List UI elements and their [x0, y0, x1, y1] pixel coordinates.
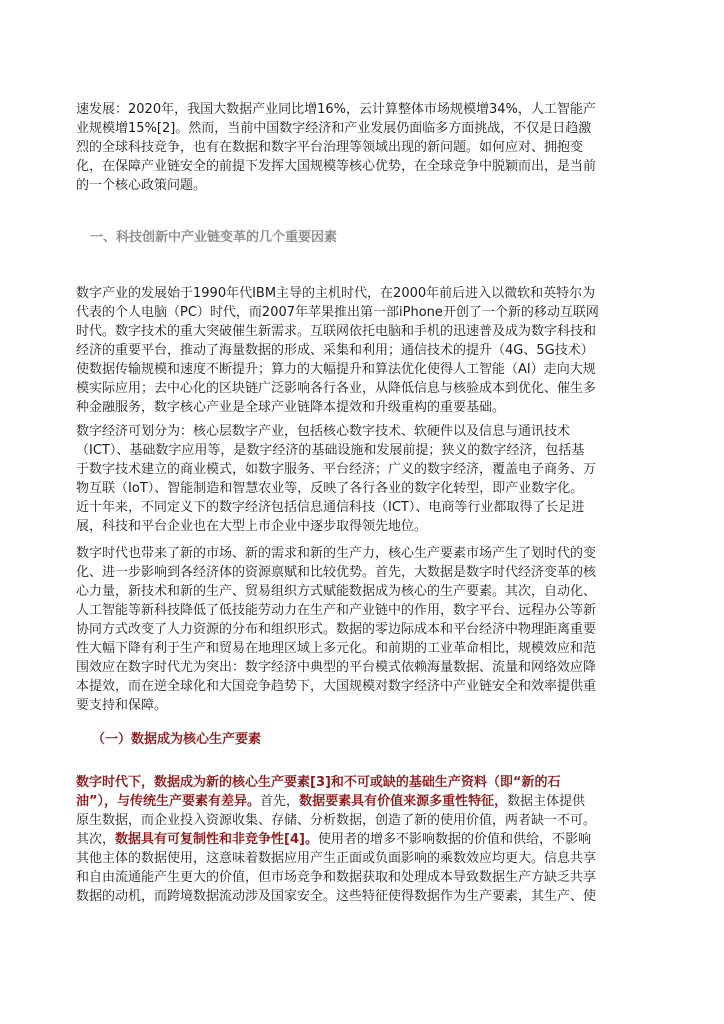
text-run: 其次， — [76, 832, 116, 847]
text-line: 使数据传输规模和速度不断提升；算力的大幅提升和算法优化使得人工智能（AI）走向大规 — [76, 362, 596, 377]
text-line: 原生数据，而企业投入资源收集、存储、分析数据，创造了新的使用价值，两者缺一不可。 — [76, 813, 597, 828]
bold-text-line: 数字时代下，数据成为新的核心生产要素[3]和不可或缺的基础生产资料（即“新的石 — [76, 775, 561, 790]
text-line: 性大幅下降有利于生产和贸易在地理区域上多元化。和前期的工业革命相比，规模效应和范 — [76, 641, 597, 656]
text-line: 要支持和保障。 — [76, 698, 168, 713]
text-line: 业规模增15%[2]。然而，当前中国数字经济和产业发展仍面临多方面挑战，不仅是日趋激 — [76, 121, 592, 136]
text-line: 展，科技和平台企业也在大型上市企业中逐步取得领先地位。 — [76, 519, 428, 534]
text-line: 物互联（IoT）、智能制造和智慧农业等，反映了各行各业的数字化转型，即产业数字化。 — [76, 481, 584, 496]
text-line: 本提效，而在逆全球化和大国竞争趋势下，大国规模对数字经济中产业链安全和效率提供重 — [76, 679, 597, 694]
text-line: 化、进一步影响到各经济体的资源禀赋和比较优势。首先，大数据是数字时代经济变革的核 — [76, 565, 597, 580]
text-line: 速发展：2020年，我国大数据产业同比增16%，云计算整体市场规模增34%，人工智能产 — [76, 102, 596, 117]
text-line — [76, 830, 652, 849]
paragraph-new-productivity — [76, 544, 652, 715]
subsection-heading: （一）数据成为核心生产要素 — [92, 732, 262, 747]
bold-phrase: 数据具有可复制性和非竞争性[4]。 — [115, 832, 318, 847]
text-line: 烈的全球科技竞争，也有在数据和数字平台治理等领域出现的新问题。如何应对、拥抱变 — [76, 140, 584, 155]
text-line: 模实际应用；去中心化的区块链广泛影响各行各业，从降低信息与核验成本到优化、催生多 — [76, 381, 597, 396]
text-line: 围效应在数字时代尤为突出：数字经济中典型的平台模式依赖海量数据、流量和网络效应降 — [76, 660, 597, 675]
text-line: 时代。数字技术的重大突破催生新需求。互联网依托电脑和手机的迅速普及成为数字科技和 — [76, 324, 597, 339]
text-line: 代表的个人电脑（PC）时代，而2007年苹果推出第一部iPhone开创了一个新的移动互联网 — [76, 305, 599, 320]
text-line: 的一个核心政策问题。 — [76, 178, 207, 193]
text-line: 和自由流通能产生更大的价值，但市场竞争和数据获取和处理成本导致数据生产方缺乏共享 — [76, 870, 597, 885]
text-line: 心力量，新技术和新的生产、贸易组织方式赋能数据成为核心的生产要素。其次，自动化、 — [76, 584, 597, 599]
intro-paragraph — [76, 100, 652, 195]
text-line: （ICT）、基础数字应用等，是数字经济的基础设施和发展前提；狭义的数字经济，包括基 — [76, 443, 585, 458]
text-line: 数字产业的发展始于1990年代IBM主导的主机时代，在2000年前后进入以微软和英特尔为 — [76, 286, 596, 301]
text-line: 数字经济可划分为：核心层数字产业，包括核心数字技术、软硬件以及信息与通讯技术 — [76, 424, 571, 439]
text-line: 化，在保障产业链安全的前提下发挥大国规模等核心优势，在全球竞争中脱颖而出，是当前 — [76, 159, 597, 174]
text-line: 数据的动机，而跨境数据流动涉及国家安全。这些特征使得数据作为生产要素，其生产、使 — [76, 889, 597, 904]
text-line — [76, 792, 652, 811]
text-run: 数据主体提供 — [507, 794, 586, 809]
paragraph-digital-economy-layers — [76, 422, 652, 536]
text-line: 协同方式改变了人力资源的分布和组织形式。数据的零边际成本和平台经济中物理距离重要 — [76, 622, 597, 637]
text-line: 种金融服务，数字核心产业是全球产业链降本提效和升级重构的重要基础。 — [76, 400, 506, 415]
text-run: 首先， — [260, 794, 300, 809]
text-line: 人工智能等新科技降低了低技能劳动力在生产和产业链中的作用，数字平台、远程办公等新 — [76, 603, 597, 618]
section-heading: 一、科技创新中产业链变革的几个重要因素 — [90, 230, 338, 245]
text-line: 近十年来，不同定义下的数字经济包括信息通信科技（ICT）、电商等行业都取得了长足进 — [76, 500, 585, 515]
paragraph-digital-industry — [76, 284, 652, 417]
text-line: 其他主体的数据使用，这意味着数据应用产生正面或负面影响的乘数效应均更大。信息共享 — [76, 851, 597, 866]
bold-phrase: 数据要素具有价值来源多重性特征， — [299, 794, 508, 809]
text-line: 于数字技术建立的商业模式，如数字服务、平台经济；广义的数字经济，覆盖电子商务、万 — [76, 462, 597, 477]
text-line: 经济的重要平台，推动了海量数据的形成、采集和利用；通信技术的提升（4G、5G技术） — [76, 343, 594, 358]
paragraph-data-as-factor — [76, 773, 652, 906]
bold-phrase: 油”），与传统生产要素有差异。 — [76, 794, 261, 809]
text-line: 数字时代也带来了新的市场、新的需求和新的生产力，核心生产要素市场产生了划时代的变 — [76, 546, 597, 561]
text-run: 使用者的增多不影响数据的价值和供给，不影响 — [317, 832, 591, 847]
